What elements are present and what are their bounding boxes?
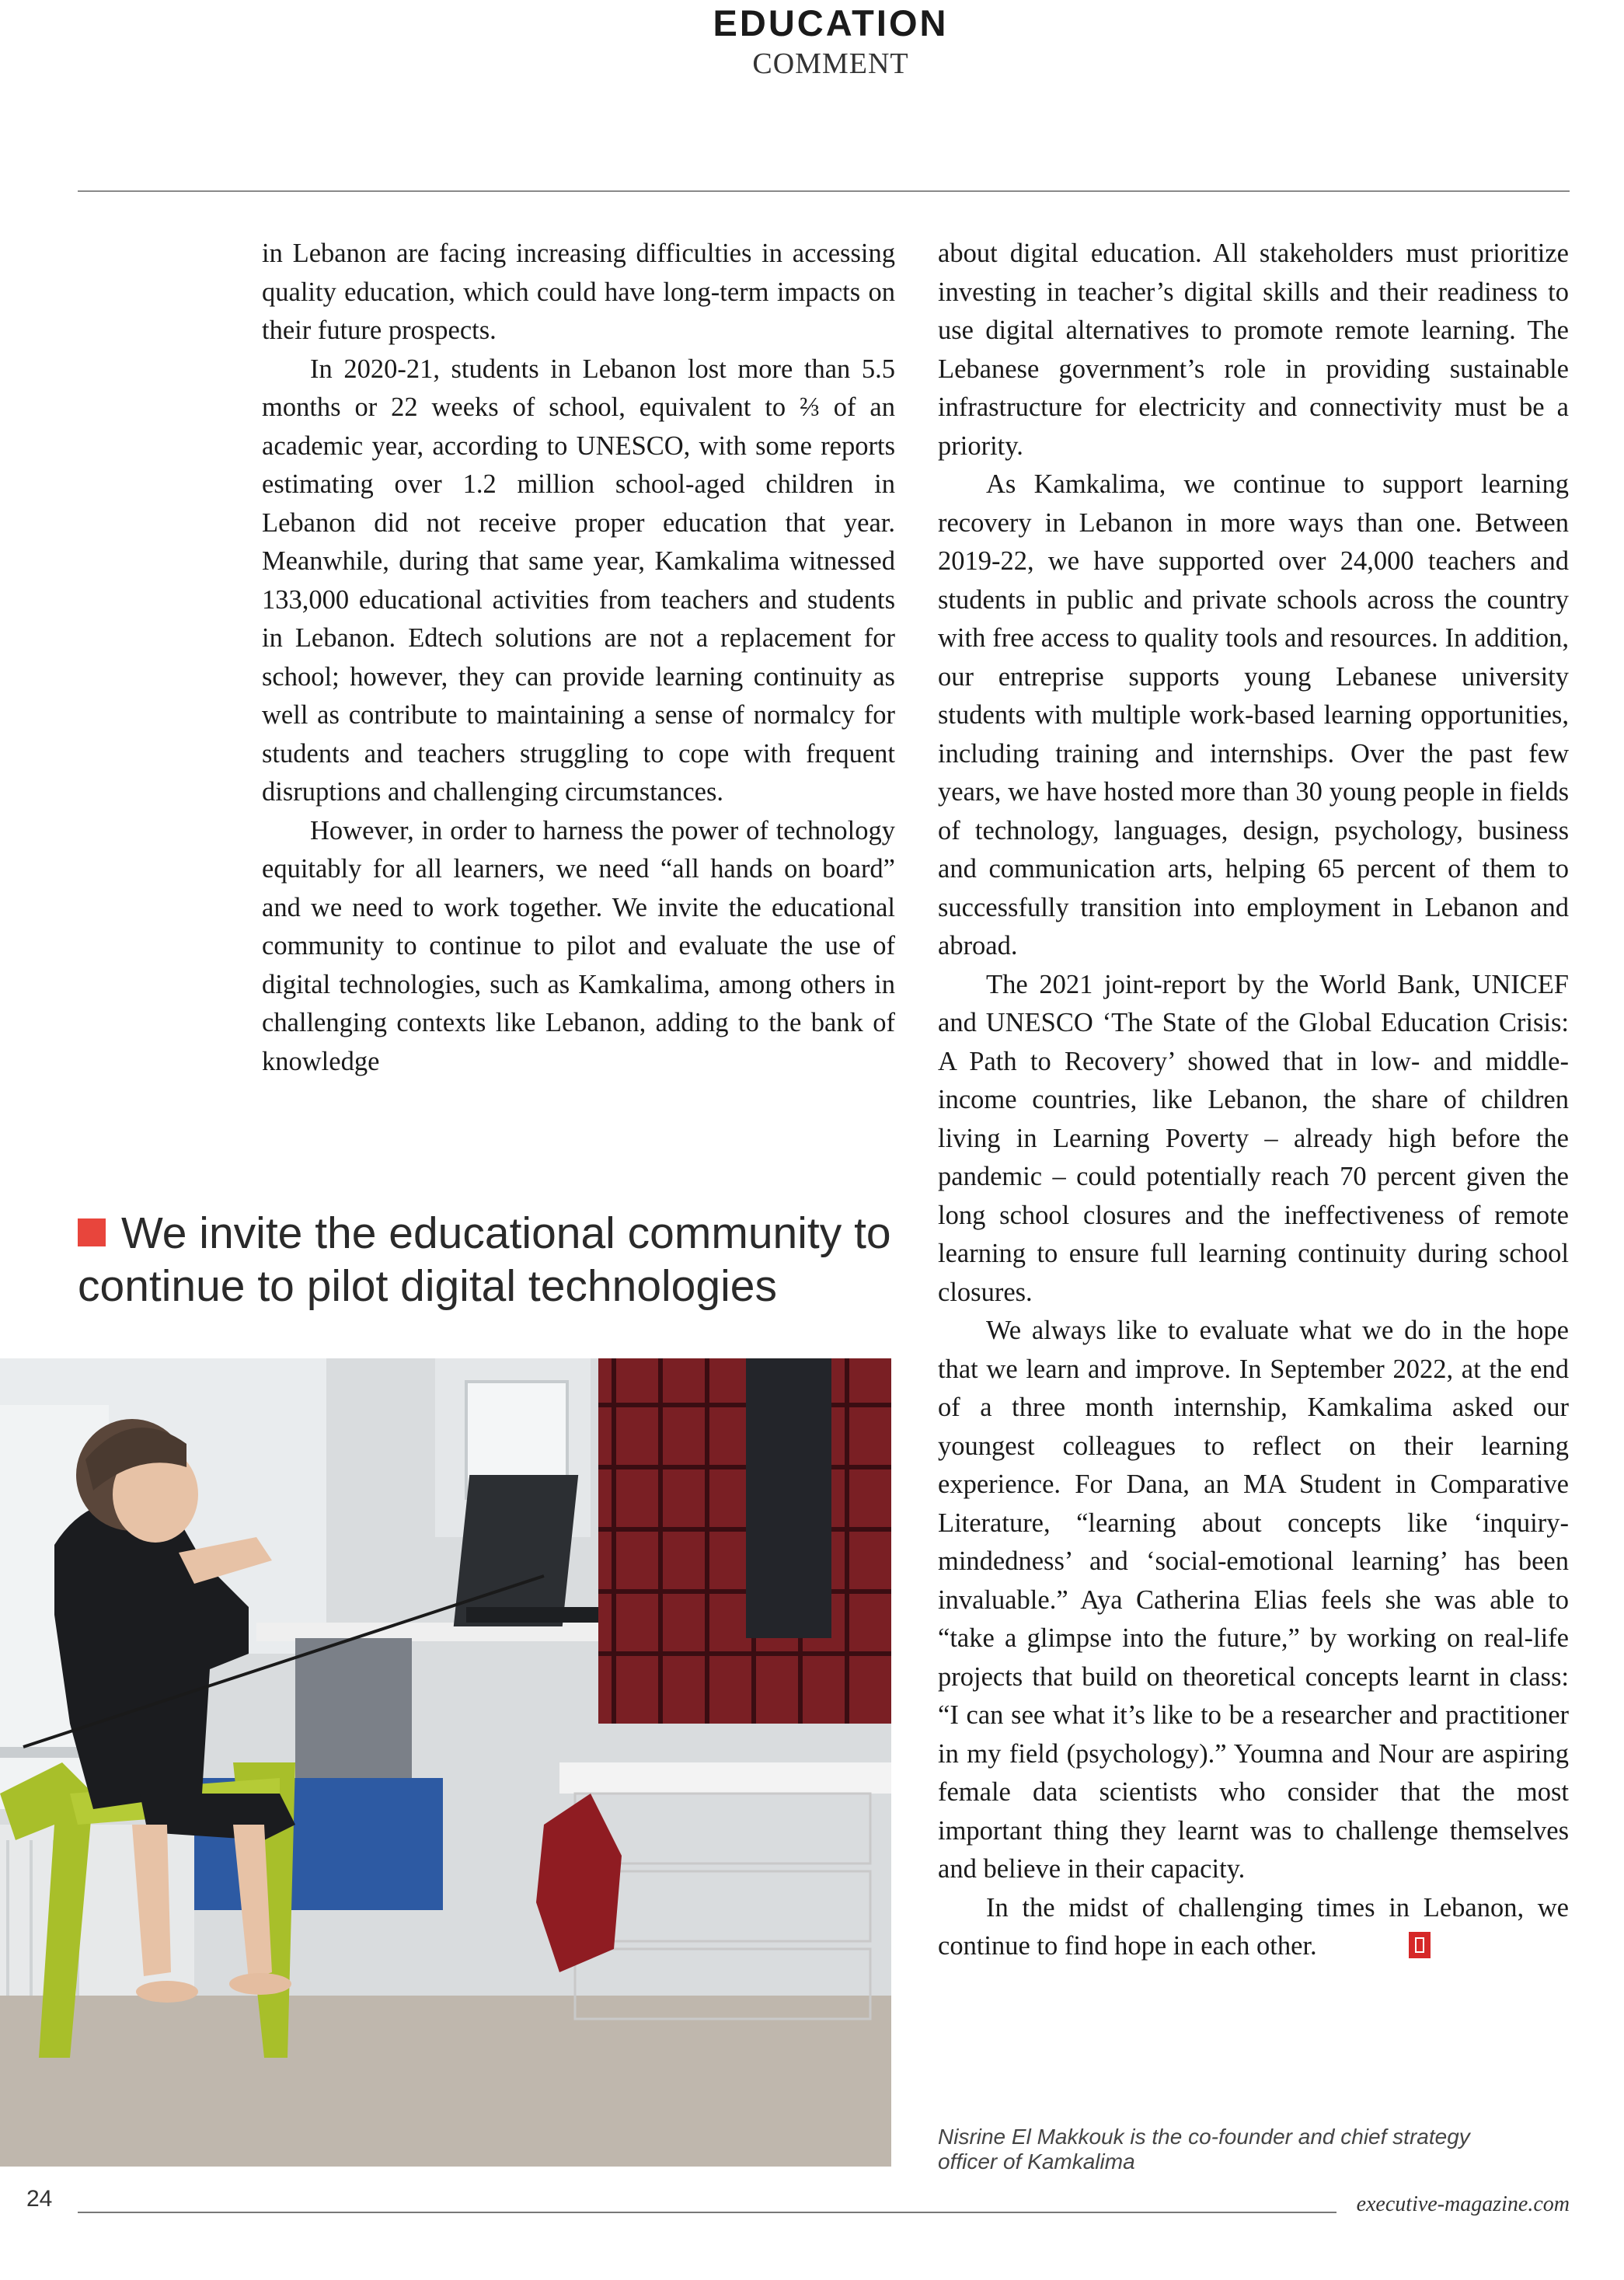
section-title: EDUCATION [713,2,949,44]
article-photo [0,1358,891,2167]
section-subtitle: COMMENT [752,47,909,80]
pull-quote-text: We invite the educational community to continue to pilot digital technologies [78,1208,891,1311]
paragraph: We always like to evaluate what we do in the hope that we learn and improve. In September 2022, at the end of a three month internship, Kamkalima asked our youngest colleagues to reflect on their learning experience. For Dana, an MA Student in Comparative Literature, “learning about concepts like ‘inquiry- mindedness’ and ‘social-emotional learning’ has been invaluable.” Aya Catherina Elias feels she was able to “take a glimpse into the future,” by working on real-life projects that build on theoretical concepts learnt in class: “I can see what it’s like to be a researcher and practitioner in my field (psychology).” Youmna and Nour are aspiring female data scientists who consider that the most important thing they learnt was to challenge themselves and believe in their capacity. [938,1316,1569,1884]
paragraph: about digital education. All stakeholders must prioritize investing in teacher’s digital skills and their readiness to use digital alternatives to promote remote learning. The Lebanese government’s role in providing sustainable infrastructure for electricity and connectivity must be a priority. [938,239,1569,461]
paragraph: in Lebanon are facing increasing difficulties in accessing quality education, which could have long-term impacts on their future prospects. [262,239,895,345]
paragraph: The 2021 joint-report by the World Bank, UNICEF and UNESCO ‘The State of the Global Education Crisis: A Path to Recovery’ showed that in low- and middle-income countries, like Lebanon, the share of children living in Learning Poverty – already high before the pandemic – could potentially reach 70 percent given the long school closures and the ineffectiveness of remote learning to ensure full learning continuity during school closures. [938,969,1569,1307]
website-url: executive-magazine.com [1356,2192,1570,2216]
section-header [0,0,1624,81]
page-number: 24 [26,2186,53,2212]
end-of-article-icon [1409,1932,1431,1958]
pull-quote [78,1207,894,1313]
header-rule [78,190,1570,192]
paragraph: In 2020-21, students in Lebanon lost more than 5.5 months or 22 weeks of school, equivalent to ⅔ of an academic year, according to UNESCO, with some reports estimating over 1.2 million school-aged children in Lebanon did not receive proper education that year. Meanwhile, during that same year, Kamkalima witnessed 133,000 educational activities from teachers and students in Lebanon. Edtech solutions are not a replacement for school; however, they can provide learning continuity as well as contribute to maintaining a sense of normalcy for students and teachers struggling to cope with frequent disruptions and challenging circumstances. [262,354,895,807]
author-byline: Nisrine El Makkouk is the co-founder and chief strategy officer of Kamkalima [938,2125,1470,2174]
paragraph-final [938,1889,1569,1966]
pull-quote-square-icon [78,1218,106,1246]
paragraph-text: In the midst of challenging times in Lebanon, we continue to find hope in each other. [938,1892,1569,1961]
paragraph: As Kamkalima, we continue to support learning recovery in Lebanon in more ways than one. Between 2019-22, we have supported over 24,000 teachers and students in public and private schools across the country with free access to quality tools and resources. In addition, our entreprise supports young Lebanese university students with multiple work-based learning opportunities, including training and internships. Over the past few years, we have hosted more than 30 young people in fields of technology, languages, design, psychology, business and communication arts, helping 65 percent of them to successfully transition into employment in Lebanon and abroad. [938,469,1569,960]
article-column-left [262,235,895,1081]
article-column-right [938,235,1569,1966]
footer-rule [78,2212,1336,2213]
paragraph: However, in order to harness the power of technology equitably for all learners, we need “all hands on board” and we need to work together. We invite the educational community to continue to pilot and evaluate the use of digital technologies, such as Kamkalima, among others in challenging contexts like Lebanon, adding to the bank of knowledge [262,815,895,1076]
